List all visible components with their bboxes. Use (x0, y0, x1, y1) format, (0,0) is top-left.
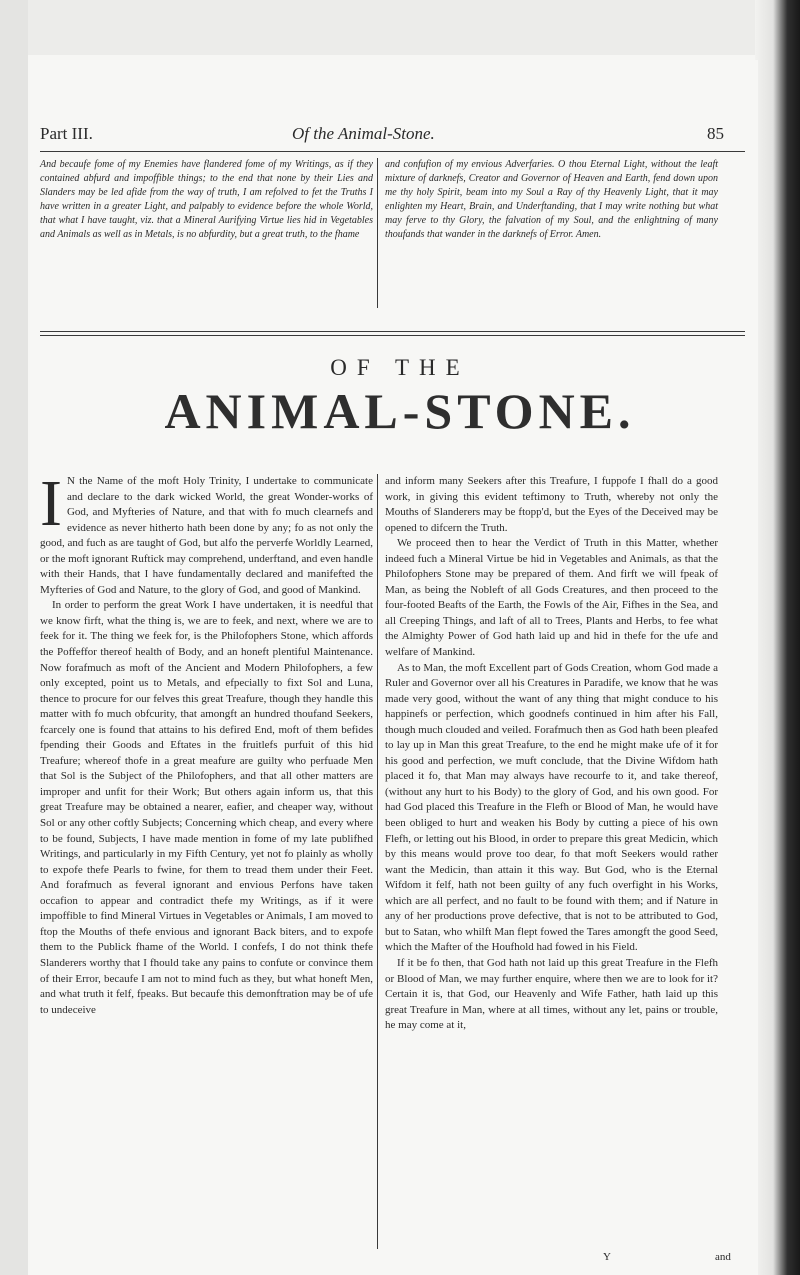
page-edge-right (755, 0, 800, 1275)
header-rule (40, 151, 745, 152)
paragraph: and inform many Seekers after this Treafure, I fuppofe I fhall do a good work, in giving this evident teftimony to Truth, whereby not only the Mouths of Slanderers may be ftopp'd, but the Eyes of the Deceived may be opened to difcern the Truth. (385, 475, 718, 534)
section-rule-1 (40, 331, 745, 332)
paragraph: If it be fo then, that God hath not laid up this great Treafure in the Flefh or Blood of Man, we may further enquire, where then we are to look for it? Certain it is, that God, our Heavenly and Wife Father, hath laid up this great Treafure in Man, where at all times, without any let, pains or trouble, he may come at it, (385, 956, 718, 1032)
page-edge-top (0, 0, 800, 55)
body-right-column (385, 474, 718, 1034)
paragraph-text: N the Name of the moft Holy Trinity, I undertake to communicate and declare to the dark wicked World, the great Wonder-works of God, and Myfteries of Nature, and that with fo much clearnefs and evidence as never hitherto hath been done by any; fo as not only the good, and fuch as are taught of God, but alfo the perverfe Worldly Learned, or the moft ignorant Ruftick may comprehend, underftand, and even handle with their Hands, that I have fundamentally declared and manifefted the Myfteries of God and Nature, to the glory of God, and good of Mankind. (40, 475, 373, 596)
page-edge-left (0, 0, 28, 1275)
signature-mark: Y (603, 1251, 611, 1263)
paragraph: In order to perform the great Work I have undertaken, it is needful that we know firft, what the thing is, we are to feek, and next, where we are to feek for it. The thing we feek for, is the Philofophers Stone, which affords the Poffeffor thereof health of Body, and an honeft plentiful Maintenance. Now forafmuch as moft of the Ancient and Modern Philofophers, a few only excepted, point us to Metals, and efpecially to fixt Sol and Luna, thence to procure for our felves this great Treafure, though they handle this matter with fo much obfcurity, that amongft an hundred thoufand Seekers, fcarcely one is found that attains to his defired End, moft of them befides fpending their Goods and Eftates in the fruitlefs purfuit of this hid Treafure; whereof thofe in a great meafure are guilty who perfuade Men that Sol is the Subject of the Philofophers, and that all other matters are improper and unfit for their Work; But others again inform us, that this great Treafure may be obtained a nearer, eafier, and cheaper way, without Sol or any other coftly Subjects; Concerning which cheap, and every where to be found, Subjects, I have made mention in fome of my late publifhed Writings, and particularly in my Fifth Century, yet not fo plainly as wholly to expofe thefe Pearls to fwine, for them to tread them under their Feet. And forafmuch as feveral ignorant and envious Perfons have taken occafion to appear and contradict thefe my Writings, as if it were impoffible to find Mineral Virtues in Vegetables or Animals, I am moved to ftop the Mouths of thefe envious and ignorant Back biters, and to expofe them to the Publick fhame of the World. I confefs, I do not think thefe Slanderers worthy that I fhould take any pains to confute or convince them of their Error, becaufe I am not to mind fuch as they, but what honeft Men, and what truth it felf, fpeaks. But becaufe this demonftration may be of ufe to undeceive (40, 599, 373, 1016)
paragraph: As to Man, the moft Excellent part of Gods Creation, whom God made a Ruler and Governor over all his Creatures in Paradife, we know that he was made very good, without the want of any thing that might conduce to his happinefs or perfection, which goodnefs continued in him after his Fall, though much clouded and veiled. Forafmuch then as God hath been pleafed to lay up in Man this great Treafure, to the end he might make ufe of it for his good and perfection, we muft conclude, that the Divine Wifdom hath placed it fo, that Man may always have recourfe to it, and take thereof, (without any hurt to his Body) to the glory of God, and his own good. For had God placed this Treafure in the Flefh or Blood of Man, he would have been obliged to hurt and weaken his Body by cutting a piece of his own Flefh, or letting out his Blood, in order to prepare this great Medicin, which by this means would prove too dear, fo that moft Seekers would rather want the Medicin, than attain it this way. But God, who is the Eternal Wifdom it felf, hath not been guilty of any fuch overfight in his Works, which are all perfect, and no fault to be found with them; and if Nature in any of her productions prove defective, that is not to be attributed to God, but to Satan, who whilft Man flept fowed the Tares amongft the good Seed, which the Mafter of the Houfhold had fowed in his Field. (385, 661, 718, 954)
intro-column-divider (377, 158, 378, 308)
title-of-the: OF THE (330, 355, 470, 380)
section-rule-2 (40, 335, 745, 336)
body-column-divider (377, 474, 378, 1249)
chapter-title: ANIMAL-STONE. (164, 383, 636, 439)
body-left-column (40, 467, 373, 1018)
intro-right-column: and confufion of my envious Adverfaries. O thou Eternal Light, without the leaft mixture of darknefs, Creator and Governor of Heaven and Earth, fend down upon me thy holy Spirit, beam into my Soul a Ray of thy Heavenly Light, that it may enlighten my Heart, Brain, and Underftanding, that I may write nothing but what may ferve to thy Glory, the falvation of my Soul, and the enlightning of many thoufands that wander in the darknefs of Error. Amen. (385, 159, 718, 240)
page-number: 85 (707, 124, 724, 143)
part-label: Part III. (40, 124, 93, 143)
catchword: and (715, 1251, 731, 1263)
paragraph: We proceed then to hear the Verdict of Truth in this Matter, whether indeed fuch a Mineral Virtue be hid in Vegetables and Animals, as that the Philofophers Stone may be prepared of them. And firft we will fpeak of Man, as being the Nobleft of all Gods Creatures, and then proceed to the four-footed Beafts of the Earth, the Fowls of the Air, Fifhes in the Sea, and all Creeping Things, and laft of all to Trees, Plants and Herbs, to fee what the Almighty Power of God hath laid up and hid in thefe for the ufe and welfare of Mankind. (385, 537, 718, 659)
paragraph (40, 467, 373, 598)
running-title: Of the Animal-Stone. (292, 124, 435, 143)
running-header (40, 124, 750, 148)
intro-left-column: And becaufe fome of my Enemies have flandered fome of my Writings, as if they contained abfurd and impoffible things; to the end that none by their Lies and Slanders may be led afide from the way of truth, I am refolved to fet the Truths I have written in a greater Light, and palpably to evidence before the whole World, that what I have taught, viz. that a Mineral Aurifying Virtue lies hid in Vegetables and Animals as well as in Metals, is no abfurdity, but a great truth, to the fhame (40, 159, 373, 240)
drop-cap: I (40, 467, 62, 540)
